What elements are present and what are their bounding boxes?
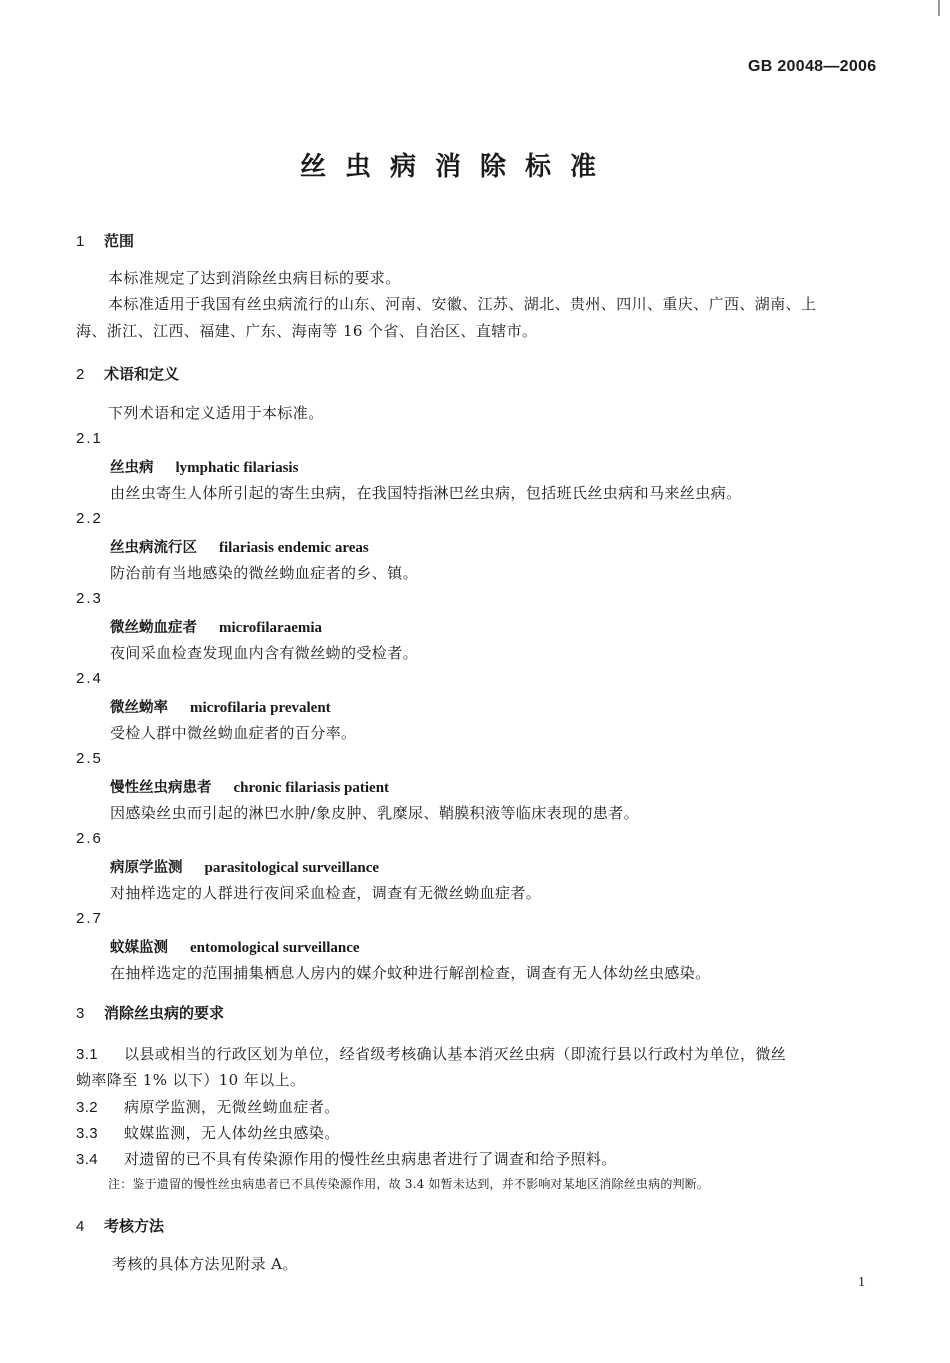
note: 注：鉴于遗留的慢性丝虫病患者已不具传染源作用，故 3.4 如暂未达到，并不影响对某地区消除丝虫病的判断。 xyxy=(108,1177,710,1191)
section-title: 消除丝虫病的要求 xyxy=(104,1004,225,1022)
requirement-item xyxy=(76,1043,786,1064)
term-en: chronic filariasis patient xyxy=(233,780,390,796)
section-1-heading xyxy=(76,230,134,251)
term-en: microfilaraemia xyxy=(219,620,323,636)
requirement-text: 蚊媒监测，无人体幼丝虫感染。 xyxy=(124,1124,340,1142)
term-zh: 丝虫病流行区 xyxy=(110,540,197,556)
term-title xyxy=(110,616,322,637)
section-title: 考核方法 xyxy=(104,1217,165,1235)
term-zh: 丝虫病 xyxy=(110,460,154,476)
requirement-item xyxy=(76,1122,340,1143)
requirement-text: 对遗留的已不具有传染源作用的慢性丝虫病患者进行了调查和给予照料。 xyxy=(124,1150,617,1168)
section-number: 1 xyxy=(76,233,85,250)
section-number: 3 xyxy=(76,1005,85,1022)
requirement-text: 病原学监测，无微丝蚴血症者。 xyxy=(124,1098,340,1116)
paragraph: 下列术语和定义适用于本标准。 xyxy=(108,404,324,422)
section-number: 2 xyxy=(76,366,85,383)
term-definition: 对抽样选定的人群进行夜间采血检查，调查有无微丝蚴血症者。 xyxy=(110,884,542,902)
standard-code: GB 20048—2006 xyxy=(748,58,877,75)
term-definition: 由丝虫寄生人体所引起的寄生虫病，在我国特指淋巴丝虫病，包括班氏丝虫病和马来丝虫病。 xyxy=(110,484,742,502)
section-number: 4 xyxy=(76,1218,85,1235)
term-title xyxy=(110,776,389,797)
section-3-heading xyxy=(76,1002,224,1023)
term-zh: 蚊媒监测 xyxy=(110,940,168,956)
term-en: parasitological surveillance xyxy=(204,860,380,876)
term-definition: 防治前有当地感染的微丝蚴血症者的乡、镇。 xyxy=(110,564,419,582)
term-title xyxy=(110,856,379,877)
paragraph: 本标准适用于我国有丝虫病流行的山东、河南、安徽、江苏、湖北、贵州、四川、重庆、广西、湖南、上 xyxy=(108,295,817,313)
term-number: 2.4 xyxy=(76,670,103,687)
page-number: 1 xyxy=(858,1275,865,1290)
term-title xyxy=(110,696,331,717)
term-number: 2.1 xyxy=(76,430,103,447)
page-title: 丝虫病消除标准 xyxy=(300,152,616,182)
term-definition: 夜间采血检查发现血内含有微丝蚴的受检者。 xyxy=(110,644,419,662)
term-number: 2.6 xyxy=(76,830,103,847)
term-number: 2.5 xyxy=(76,750,103,767)
term-en: lymphatic filariasis xyxy=(175,460,299,476)
term-title xyxy=(110,936,360,957)
paragraph: 考核的具体方法见附录 A。 xyxy=(112,1255,298,1273)
paragraph: 本标准规定了达到消除丝虫病目标的要求。 xyxy=(108,269,401,287)
term-number: 2.3 xyxy=(76,590,103,607)
requirement-item xyxy=(76,1148,617,1169)
requirement-continuation: 蚴率降至 1% 以下）10 年以上。 xyxy=(76,1071,306,1089)
term-number: 2.2 xyxy=(76,510,103,527)
requirement-number: 3.2 xyxy=(76,1099,99,1116)
term-zh: 微丝蚴率 xyxy=(110,700,168,716)
requirement-item xyxy=(76,1096,340,1117)
requirement-text: 以县或相当的行政区划为单位，经省级考核确认基本消灭丝虫病（即流行县以行政村为单位，微丝 xyxy=(124,1045,787,1063)
term-en: filariasis endemic areas xyxy=(219,540,369,556)
section-4-heading xyxy=(76,1215,164,1236)
requirement-number: 3.4 xyxy=(76,1151,99,1168)
paragraph-continuation: 海、浙江、江西、福建、广东、海南等 16 个省、自治区、直辖市。 xyxy=(76,322,538,340)
requirement-number: 3.1 xyxy=(76,1046,99,1063)
crop-mark xyxy=(938,0,940,16)
section-2-heading xyxy=(76,363,179,384)
section-title: 范围 xyxy=(104,232,135,250)
term-en: microfilaria prevalent xyxy=(190,700,331,716)
section-title: 术语和定义 xyxy=(104,365,180,383)
term-definition: 受检人群中微丝蚴血症者的百分率。 xyxy=(110,724,357,742)
term-zh: 病原学监测 xyxy=(110,860,183,876)
term-definition: 在抽样选定的范围捕集栖息人房内的媒介蚊种进行解剖检查，调查有无人体幼丝虫感染。 xyxy=(110,964,711,982)
term-zh: 微丝蚴血症者 xyxy=(110,620,197,636)
term-definition: 因感染丝虫而引起的淋巴水肿/象皮肿、乳糜尿、鞘膜积液等临床表现的患者。 xyxy=(110,804,640,822)
term-number: 2.7 xyxy=(76,910,103,927)
term-title xyxy=(110,456,298,477)
term-en: entomological surveillance xyxy=(190,940,360,956)
term-title xyxy=(110,536,369,557)
requirement-number: 3.3 xyxy=(76,1125,99,1142)
term-zh: 慢性丝虫病患者 xyxy=(110,780,212,796)
